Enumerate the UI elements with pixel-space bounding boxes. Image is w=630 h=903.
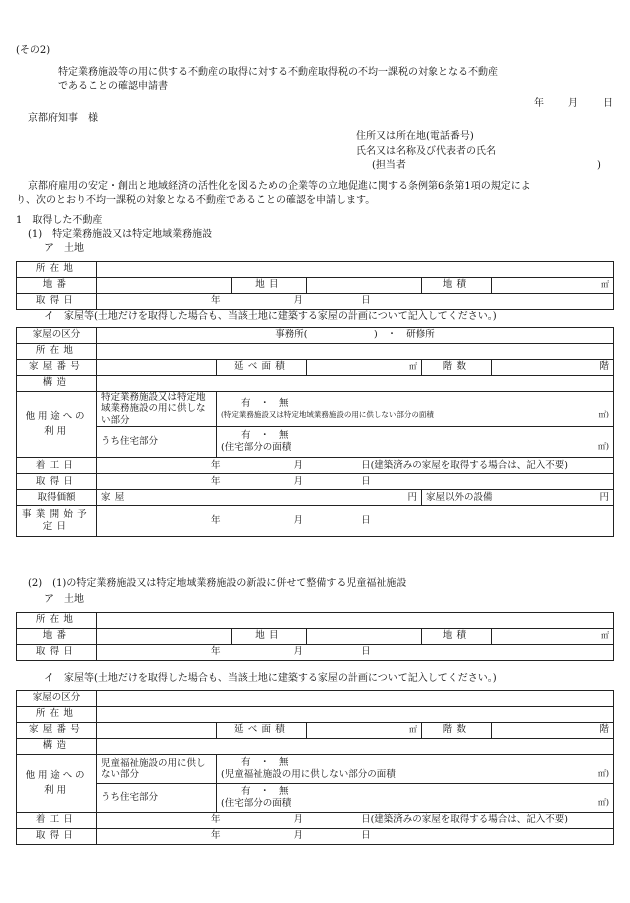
- table-row: [17, 755, 614, 784]
- year-label: 年: [211, 295, 221, 307]
- building-heading-2: イ 家屋等(土地だけを取得した場合も、当該土地に建築する家屋の計画について記入してください。): [44, 673, 497, 684]
- acq-date-field[interactable]: [97, 294, 614, 310]
- acq-date-field[interactable]: [97, 645, 614, 661]
- other-equipment-label: 家屋以外の設備: [426, 491, 493, 503]
- table-row: [17, 427, 614, 458]
- month-label: 月: [293, 295, 304, 307]
- business-start-label: 事業開始予定日: [17, 506, 97, 537]
- lot-no-label: 地番: [17, 278, 97, 294]
- non-specific-part-label: 特定業務施設又は特定地域業務施設の用に供しない部分: [97, 392, 217, 427]
- structure-field[interactable]: [97, 376, 614, 392]
- residential-area-label: (住宅部分の面積: [221, 442, 292, 454]
- residential-part-field[interactable]: [217, 784, 614, 813]
- house-no-field[interactable]: [97, 723, 217, 739]
- section1-sub1-heading: (1) 特定業務施設又は特定地域業務施設: [28, 229, 213, 240]
- house-no-label: 家屋番号: [17, 723, 97, 739]
- area-label: 地積: [422, 629, 492, 645]
- childcare-part-field[interactable]: [217, 755, 614, 784]
- land-category-field[interactable]: [307, 278, 422, 294]
- year-label: 年: [211, 814, 221, 826]
- lot-no-label: 地番: [17, 629, 97, 645]
- structure-label: 構造: [17, 739, 97, 755]
- location-field[interactable]: [97, 344, 614, 360]
- yes-no-option[interactable]: 有 ・ 無: [241, 398, 289, 410]
- table-row: [17, 629, 614, 645]
- applicant-contact-label: (担当者: [372, 160, 406, 171]
- applicant-contact-close: ): [597, 160, 601, 171]
- floors-label: 階数: [422, 360, 492, 376]
- yen-label: 円: [407, 491, 417, 503]
- table-row: [17, 344, 614, 360]
- house-price-field[interactable]: [97, 490, 422, 506]
- residential-part-label: うち住宅部分: [97, 427, 217, 458]
- table-row: [17, 278, 614, 294]
- table-row: [17, 458, 614, 474]
- applicant-address-label: 住所又は所在地(電話番号): [356, 131, 474, 142]
- bldg-type-label: 家屋の区分: [17, 328, 97, 344]
- acq-date-label: 取得日: [17, 829, 97, 845]
- construction-note: 日(建築済みの家屋を取得する場合は、記入不要): [361, 814, 569, 826]
- floor-area-label: 延べ面積: [217, 723, 307, 739]
- day-label: 日: [361, 515, 371, 526]
- section1-sub2-heading: (2) (1)の特定業務施設又は特定地域業務施設の新設に併せて整備する児童福祉施設: [28, 578, 407, 589]
- non-specific-area-label: (特定業務施設又は特定地域業務施設の用に供しない部分の面積: [221, 410, 434, 420]
- table-row: [17, 829, 614, 845]
- floors-label: 階数: [422, 723, 492, 739]
- house-label: 家屋: [101, 491, 129, 503]
- table-row: [17, 262, 614, 278]
- table-row: [17, 294, 614, 310]
- table-row: [17, 613, 614, 629]
- table-row: [17, 813, 614, 829]
- lot-no-field[interactable]: [97, 278, 232, 294]
- house-no-field[interactable]: [97, 360, 217, 376]
- table-row: [17, 376, 614, 392]
- land-category-label: 地目: [232, 278, 307, 294]
- house-no-label: 家屋番号: [17, 360, 97, 376]
- construction-note: 日(建築済みの家屋を取得する場合は、記入不要): [361, 459, 569, 471]
- table-row: [17, 723, 614, 739]
- applicant-name-label: 氏名又は名称及び代表者の氏名: [356, 146, 496, 157]
- floor-area-field[interactable]: ㎡: [307, 360, 422, 376]
- floors-field[interactable]: 階: [492, 360, 614, 376]
- day-label: 日: [361, 295, 371, 307]
- area-field[interactable]: ㎡: [492, 629, 614, 645]
- table-row: [17, 691, 614, 707]
- bldg-type-label: 家屋の区分: [17, 691, 97, 707]
- area-field[interactable]: ㎡: [492, 278, 614, 294]
- construction-start-label: 着工日: [17, 458, 97, 474]
- acq-date-label: 取得日: [17, 294, 97, 310]
- day-label: 日: [361, 646, 371, 658]
- location-label: 所在地: [17, 262, 97, 278]
- land-heading: ア 土地: [44, 243, 84, 254]
- structure-label: 構造: [17, 376, 97, 392]
- acq-date-label: 取得日: [17, 645, 97, 661]
- lot-no-field[interactable]: [97, 629, 232, 645]
- building-heading: イ 家屋等(土地だけを取得した場合も、当該土地に建築する家屋の計画について記入してください。): [44, 311, 497, 322]
- day-label: 日: [361, 475, 371, 487]
- table-row: [17, 645, 614, 661]
- land-table-2: [16, 612, 614, 661]
- section1-heading: 1 取得した不動産: [16, 215, 103, 226]
- land-category-label: 地目: [232, 629, 307, 645]
- month-label: 月: [293, 830, 304, 842]
- year-label: 年: [211, 475, 221, 487]
- table-row: [17, 392, 614, 427]
- building-table-2: [16, 690, 614, 845]
- date-day-label: 日: [603, 98, 613, 109]
- table-row: [17, 506, 614, 537]
- date-month-label: 月: [568, 98, 578, 109]
- childcare-part-label: 児童福祉施設の用に供しない部分: [97, 755, 217, 784]
- acq-date-field[interactable]: [97, 474, 614, 490]
- location-label: 所在地: [17, 344, 97, 360]
- month-label: 月: [293, 515, 304, 526]
- floors-field[interactable]: 階: [492, 723, 614, 739]
- addressee: 京都府知事 様: [28, 113, 98, 124]
- yes-no-option[interactable]: 有 ・ 無: [241, 756, 289, 768]
- childcare-area-label: (児童福祉施設の用に供しない部分の面積: [221, 769, 396, 780]
- other-use-label: 他用途への利用: [17, 755, 97, 813]
- yen-label: 円: [599, 491, 609, 503]
- location-label: 所在地: [17, 707, 97, 723]
- area-close: ㎡): [597, 769, 609, 778]
- table-row: [17, 474, 614, 490]
- area-close: ㎡): [598, 410, 609, 420]
- construction-start-field[interactable]: [97, 813, 614, 829]
- location-field[interactable]: [97, 262, 614, 278]
- area-close: ㎡): [597, 442, 609, 452]
- bldg-type-field[interactable]: [97, 691, 614, 707]
- construction-start-label: 着工日: [17, 813, 97, 829]
- acq-date-field[interactable]: [97, 829, 614, 845]
- location-field[interactable]: [97, 707, 614, 723]
- acq-price-label: 取得価額: [17, 490, 97, 506]
- other-equipment-field[interactable]: [422, 490, 614, 506]
- table-row: [17, 739, 614, 755]
- table-row: [17, 707, 614, 723]
- non-specific-part-field[interactable]: [217, 392, 614, 427]
- land-table-1: [16, 261, 614, 310]
- form-title-line1: 特定業務施設等の用に供する不動産の取得に対する不動産取得税の不均一課税の対象となる不動産: [58, 67, 498, 78]
- table-row: [17, 360, 614, 376]
- form-title-line2: であることの確認申請書: [58, 81, 168, 92]
- application-text-line1: 京都府雇用の安定・創出と地域経済の活性化を図るための企業等の立地促進に関する条例第6条第1項の規定によ: [28, 181, 531, 192]
- area-close: ㎡): [597, 798, 609, 807]
- residential-area-label: (住宅部分の面積: [221, 798, 292, 809]
- structure-field[interactable]: [97, 739, 614, 755]
- year-label: 年: [211, 830, 221, 842]
- location-label: 所在地: [17, 613, 97, 629]
- bldg-type-field[interactable]: 事務所( ) ・ 研修所: [97, 328, 614, 344]
- table-row: [17, 328, 614, 344]
- yes-no-option[interactable]: 有 ・ 無: [241, 785, 289, 797]
- month-label: 月: [293, 459, 304, 471]
- day-label: 日: [361, 830, 371, 842]
- table-row: [17, 490, 614, 506]
- land-category-field[interactable]: [307, 629, 422, 645]
- acq-date-label: 取得日: [17, 474, 97, 490]
- date-year-label: 年: [534, 98, 544, 109]
- form-number: (その2): [16, 45, 51, 56]
- year-label: 年: [211, 515, 221, 526]
- land-heading-2: ア 土地: [44, 594, 84, 605]
- residential-part-label: うち住宅部分: [97, 784, 217, 813]
- building-table-1: [16, 327, 614, 537]
- location-field[interactable]: [97, 613, 614, 629]
- business-start-field[interactable]: [97, 506, 614, 537]
- area-label: 地積: [422, 278, 492, 294]
- table-row: [17, 784, 614, 813]
- other-use-label: 他用途への利用: [17, 392, 97, 458]
- month-label: 月: [293, 646, 304, 658]
- year-label: 年: [211, 459, 221, 471]
- month-label: 月: [293, 475, 304, 487]
- year-label: 年: [211, 646, 221, 658]
- floor-area-field[interactable]: ㎡: [307, 723, 422, 739]
- yes-no-option[interactable]: 有 ・ 無: [241, 429, 289, 441]
- floor-area-label: 延べ面積: [217, 360, 307, 376]
- construction-start-field[interactable]: [97, 458, 614, 474]
- application-text-line2: り、次のとおり不均一課税の対象となる不動産であることの確認を申請します。: [16, 195, 376, 206]
- residential-part-field[interactable]: [217, 427, 614, 458]
- month-label: 月: [293, 814, 304, 826]
